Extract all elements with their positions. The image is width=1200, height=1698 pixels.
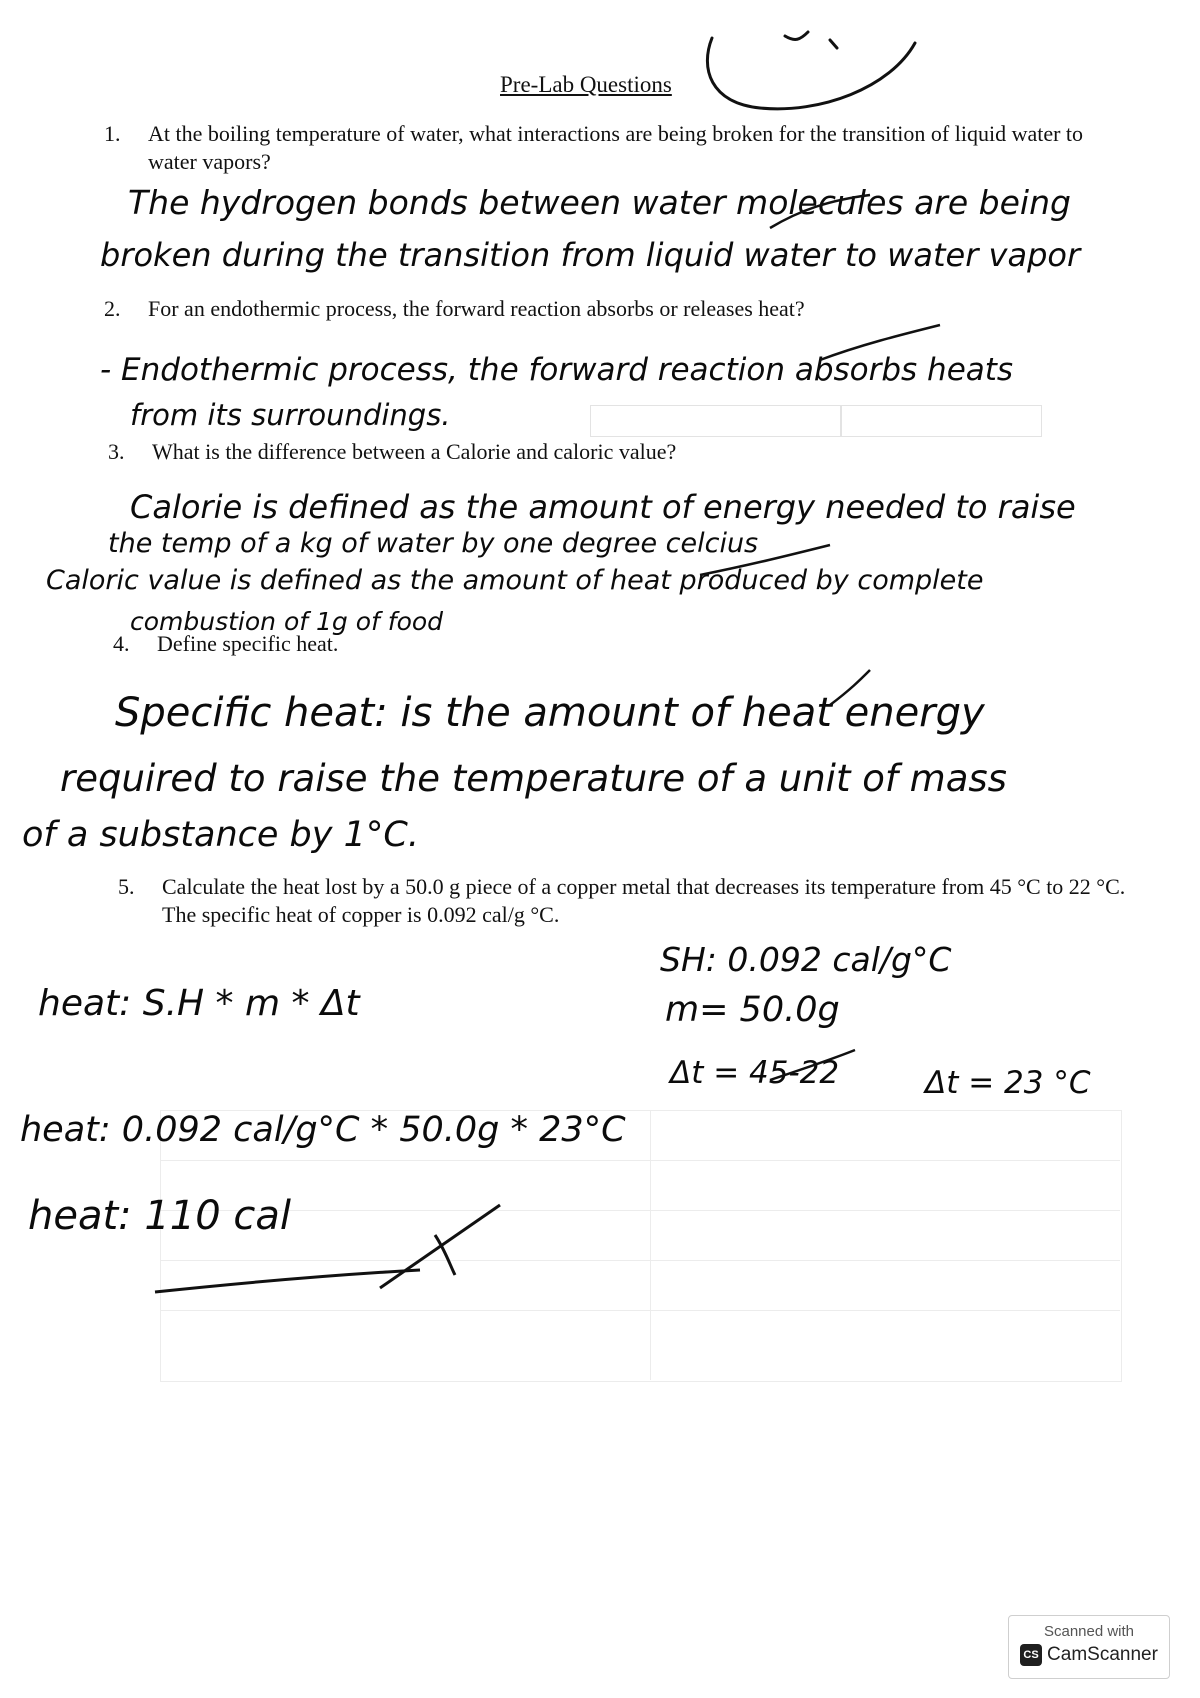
question-text: Define specific heat.: [157, 631, 339, 656]
question-text: Calculate the heat lost by a 50.0 g piece of a copper metal that decreases its temperature from 45 °C to 22 °C. The specific heat of copper is 0.092 cal/g °C.: [162, 874, 1126, 927]
question-text: For an endothermic process, the forward reaction absorbs or releases heat?: [148, 296, 805, 321]
question-number: 5.: [118, 874, 135, 899]
check-mark-icon: [700, 545, 830, 575]
page-title: Pre-Lab Questions: [500, 72, 672, 97]
work-substitution: heat: 0.092 cal/g°C * 50.0g * 23°C: [20, 1110, 626, 1150]
camscanner-brand: CamScanner: [1047, 1644, 1158, 1665]
question-text: At the boiling temperature of water, what interactions are being broken for the transition of liquid water to water vapors?: [148, 121, 1084, 174]
check-mark-icon: [380, 1205, 500, 1288]
answer-4-line-1: Specific heat: is the amount of heat energy: [115, 690, 985, 736]
check-mark-icon: [830, 670, 870, 705]
camscanner-watermark: [1008, 1615, 1170, 1679]
work-delta-t: Δt = 45-22: [670, 1055, 840, 1091]
question-number: 3.: [108, 439, 125, 464]
work-delta-t-result: Δt = 23 °C: [925, 1065, 1091, 1101]
answer-4-line-3: of a substance by 1°C.: [22, 815, 419, 855]
answer-3-line-4: combustion of 1g of food: [130, 607, 444, 636]
camscanner-logo-icon: CS: [1020, 1644, 1042, 1666]
work-specific-heat: SH: 0.092 cal/g°C: [660, 940, 952, 979]
answer-3-line-3: Caloric value is defined as the amount of heat produced by complete: [46, 565, 984, 596]
work-mass: m= 50.0g: [665, 990, 840, 1030]
answer-1-line-2: broken during the transition from liquid water to water vapor: [100, 236, 1081, 274]
check-mark-icon: [770, 1050, 855, 1080]
answer-2-line-1: - Endothermic process, the forward reaction absorbs heats: [100, 352, 1014, 388]
question-number: 2.: [104, 296, 121, 321]
work-result: heat: 110 cal: [28, 1193, 292, 1239]
answer-3-line-2: the temp of a kg of water by one degree celcius: [108, 528, 759, 559]
check-mark-icon: [770, 195, 870, 228]
answer-1-line-1: The hydrogen bonds between water molecules are being: [128, 183, 1071, 222]
answer-2-line-2: from its surroundings.: [130, 398, 451, 432]
question-text: What is the difference between a Calorie and caloric value?: [152, 439, 677, 464]
scanner-caption: Scanned with: [1043, 1623, 1135, 1640]
answer-3-line-1: Calorie is defined as the amount of energy needed to raise: [130, 488, 1076, 526]
underline-mark: [155, 1270, 420, 1292]
check-mark-icon: [820, 325, 940, 360]
question-number: 1.: [104, 121, 121, 146]
answer-4-line-2: required to raise the temperature of a unit of mass: [60, 757, 1007, 800]
work-formula: heat: S.H * m * Δt: [38, 983, 360, 1024]
question-number: 4.: [113, 631, 130, 656]
